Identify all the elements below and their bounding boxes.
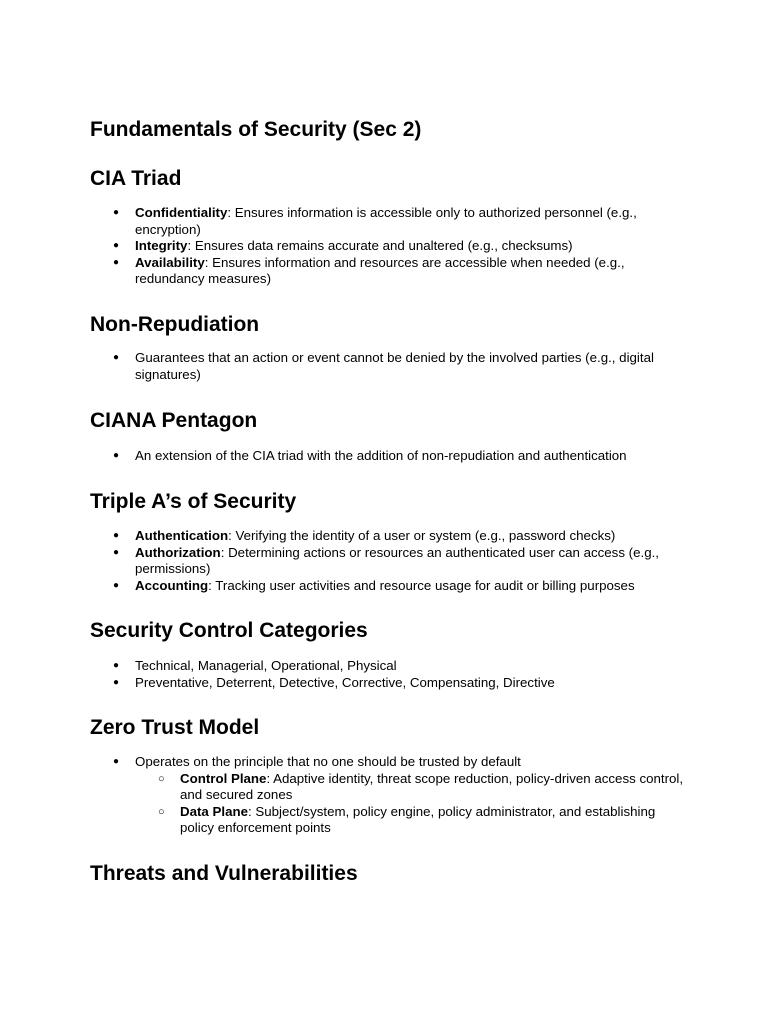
ciana-pentagon-list [90,448,690,465]
list-item: ● An extension of the CIA triad with the addition of non-repudiation and authentication [90,448,690,465]
non-repudiation-list [90,350,690,383]
list-item: ● Accounting: Tracking user activities and resource usage for audit or billing purposes [90,578,690,595]
list-item: ● Technical, Managerial, Operational, Physical [90,658,690,675]
list-item: ● Confidentiality: Ensures information is accessible only to authorized personnel (e.g., encryption) [90,205,690,238]
heading-ciana-pentagon: CIANA Pentagon [90,409,258,432]
list-item: ● Operates on the principle that no one should be trusted by default ○ Control Plane: Adaptive identity, threat scope reduction, policy-driven access control, and secured zones ○ Data Plane: Subject/system, policy engine, policy administrator, and establishing policy enforcement points [90,754,690,837]
sublist-item: ○ Control Plane: Adaptive identity, threat scope reduction, policy-driven access control, and secured zones [135,771,690,804]
heading-cia-triad: CIA Triad [90,167,182,190]
triple-a-list [90,528,690,594]
list-item: ● Preventative, Deterrent, Detective, Corrective, Compensating, Directive [90,675,690,692]
heading-security-control-categories: Security Control Categories [90,619,368,642]
list-item: ● Availability: Ensures information and resources are accessible when needed (e.g., redundancy measures) [90,255,690,288]
heading-triple-a: Triple A’s of Security [90,490,297,513]
zero-trust-sublist [135,771,690,837]
document-title: Fundamentals of Security (Sec 2) [90,118,422,141]
cia-triad-list [90,205,690,288]
heading-non-repudiation: Non-Repudiation [90,313,260,336]
list-item: ● Integrity: Ensures data remains accurate and unaltered (e.g., checksums) [90,238,690,255]
heading-zero-trust-model: Zero Trust Model [90,716,260,739]
security-control-list [90,658,690,691]
list-item: ● Authentication: Verifying the identity of a user or system (e.g., password checks) [90,528,690,545]
list-item: ● Authorization: Determining actions or resources an authenticated user can access (e.g., permissions) [90,545,690,578]
heading-threats-vulnerabilities: Threats and Vulnerabilities [90,862,358,885]
list-item: ● Guarantees that an action or event cannot be denied by the involved parties (e.g., digital signatures) [90,350,690,383]
sublist-item: ○ Data Plane: Subject/system, policy engine, policy administrator, and establishing policy enforcement points [135,804,690,837]
zero-trust-list [90,754,690,837]
